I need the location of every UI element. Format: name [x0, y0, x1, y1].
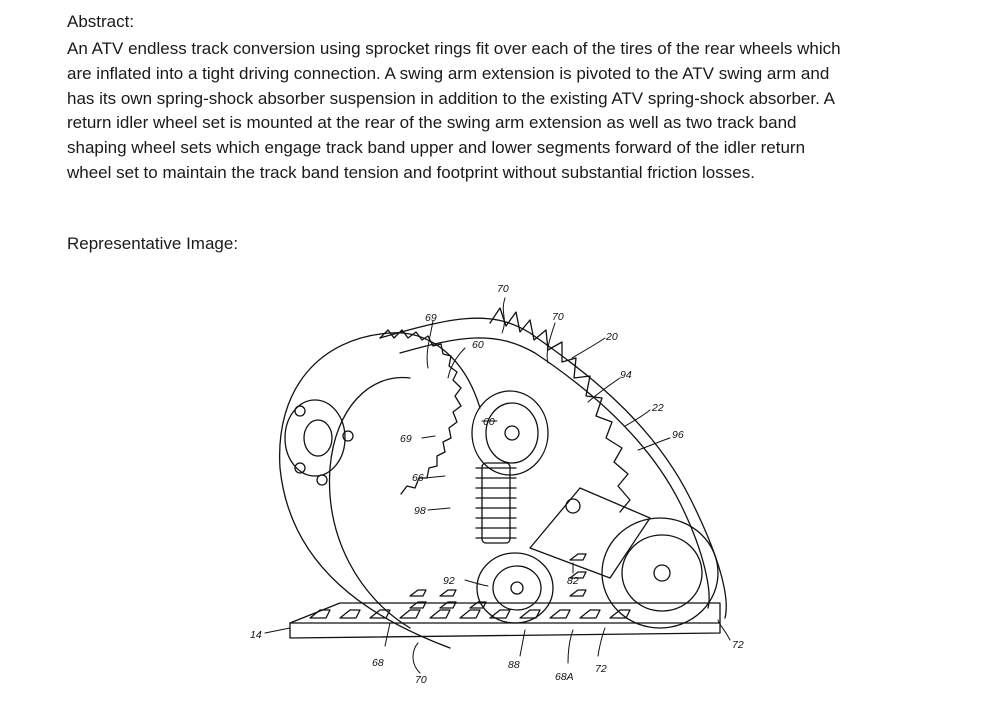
- abstract-line: return idler wheel set is mounted at the rear of the swing arm extension as well as two track band: [67, 113, 797, 133]
- label-22: 22: [652, 402, 664, 414]
- track-bottom-edge: [290, 603, 720, 623]
- representative-image-heading: Representative Image:: [67, 234, 239, 253]
- rear-idler-hub: [654, 565, 670, 581]
- abstract-line: An ATV endless track conversion using sprocket rings fit over each of the tires of the rear wheels which: [67, 39, 841, 58]
- label-68a: 68A: [555, 671, 574, 683]
- hub-inner: [304, 420, 332, 456]
- track-upper-inner: [400, 338, 709, 608]
- front-idler-hub: [511, 582, 523, 594]
- pivot-bolt: [566, 499, 580, 513]
- upper-wheel-inner: [486, 403, 538, 463]
- label-68: 68: [372, 657, 384, 669]
- abstract-line: wheel set to maintain the track band tension and footprint without substantial friction losses.: [67, 162, 755, 182]
- track-upper: [380, 318, 726, 618]
- label-14: 14: [250, 629, 262, 641]
- tire-outline: [280, 333, 480, 648]
- rear-idler-wheel-inner: [622, 535, 702, 611]
- label-96: 96: [672, 429, 684, 441]
- atv-track-drawing: [250, 278, 750, 698]
- label-20: 20: [606, 331, 618, 343]
- abstract-heading: Abstract:: [67, 12, 135, 31]
- label-94: 94: [620, 369, 632, 381]
- label-60-mid: 60: [483, 416, 495, 428]
- patent-drawing: [250, 278, 750, 698]
- label-72-right: 72: [732, 639, 744, 651]
- abstract-body: [67, 37, 947, 186]
- label-69-mid: 69: [400, 433, 412, 445]
- label-69-top: 69: [425, 312, 437, 324]
- label-66: 66: [412, 472, 424, 484]
- label-82: 82: [567, 575, 579, 587]
- track-treads: [310, 554, 630, 618]
- label-70-bottom: 70: [415, 674, 427, 686]
- abstract-line: has its own spring-shock absorber suspension in addition to the existing ATV spring-shock absorber. A: [67, 88, 835, 108]
- label-60-top: 60: [472, 339, 484, 351]
- swing-arm: [530, 488, 650, 578]
- label-88: 88: [508, 659, 520, 671]
- lug-nut: [295, 406, 305, 416]
- label-98: 98: [414, 505, 426, 517]
- tire-inner: [330, 378, 410, 628]
- abstract-line: shaping wheel sets which engage track band upper and lower segments forward of the idler return: [67, 138, 806, 158]
- label-92: 92: [443, 575, 455, 587]
- label-70-top: 70: [497, 283, 509, 295]
- abstract-line: are inflated into a tight driving connection. A swing arm extension is pivoted to the ATV swing arm and: [67, 63, 830, 83]
- label-70-b: 70: [552, 311, 564, 323]
- leader-lines: [265, 298, 730, 673]
- lug-nut: [317, 475, 327, 485]
- label-72-bottom: 72: [595, 663, 607, 675]
- upper-wheel-hub: [505, 426, 519, 440]
- track-bottom: [290, 623, 720, 638]
